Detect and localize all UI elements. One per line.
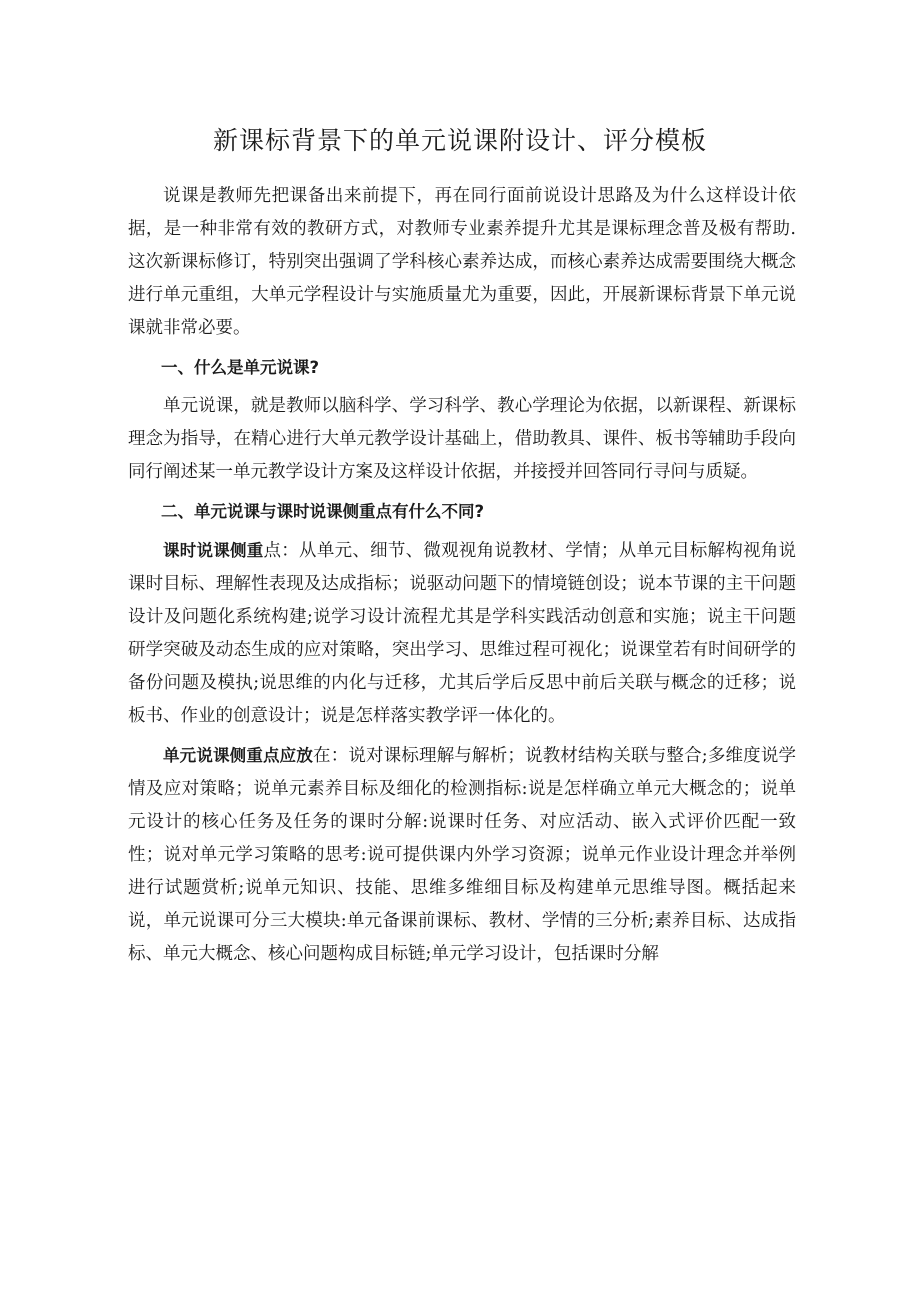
paragraph-text: 点：从单元、细节、微观视角说教材、学情；从单元目标解构视角说课时目标、理解性表现及达成指标；说驱动问题下的情境链创设；说本节课的主干问题设计及问题化系统构建;说学习设计流程尤其是学科实践活动创意和实施；说主干问题研学突破及动态生成的应对策略，突出学习、思维过程可视化；说课堂若有时间研学的备份问题及模执;说思维的内化与迁移，尤其后学后反思中前后关联与概念的迁移；说板书、作业的创意设计；说是怎样落实教学评一体化的。 — [128, 541, 797, 726]
section-2-paragraph-2 — [128, 739, 796, 971]
section-2-heading: 二、单元说课与课时说课侧重点有什么不同? — [161, 502, 485, 521]
paragraph-text: 在：说对课标理解与解析；说教材结构关联与整合;多维度说学情及应对策略；说单元素养目标及细化的检测指标:说是怎样确立单元大概念的；说单元设计的核心任务及任务的课时分解:说课时任务、对应活动、嵌入式评价匹配一致性；说对单元学习策略的思考:说可提供课内外学习资源；说单元作业设计理念并举例进行试题赏析;说单元知识、技能、思维多维细目标及构建单元思维导图。概括起来说，单元说课可分三大模块:单元备课前课标、教材、学情的三分析;素养目标、达成指标、单元大概念、核心问题构成目标链;单元学习设计，包括课时分解 — [128, 746, 796, 964]
intro-paragraph: 说课是教师先把课备出来前提下，再在同行面前说设计思路及为什么这样设计依据，是一种非常有效的教研方式，对教师专业素养提升尤其是课标理念普及极有帮助.这次新课标修订，特别突出强调了学科核心素养达成，而核心素养达成需要围绕大概念进行单元重组，大单元学程设计与实施质量尤为重要，因此，开展新课标背景下单元说课就非常必要。 — [128, 186, 796, 338]
document-title: 新课标背景下的单元说课附设计、评分模板 — [212, 126, 707, 155]
section-1-paragraph: 单元说课，就是教师以脑科学、学习科学、教心学理论为依据，以新课程、新课标理念为指导，在精心进行大单元教学设计基础上，借助教具、课件、板书等辅助手段向同行阐述某一单元教学设计方案及这样设计依据，并接授并回答同行寻问与质疑。 — [128, 396, 796, 482]
paragraph-lead-bold: 单元说课侧重点应放 — [163, 746, 314, 765]
paragraph-lead-bold: 课时说课侧重 — [163, 541, 264, 560]
section-2-paragraph-1 — [128, 534, 796, 733]
document-body — [128, 180, 796, 977]
section-1-heading: 一、什么是单元说课? — [161, 358, 320, 377]
